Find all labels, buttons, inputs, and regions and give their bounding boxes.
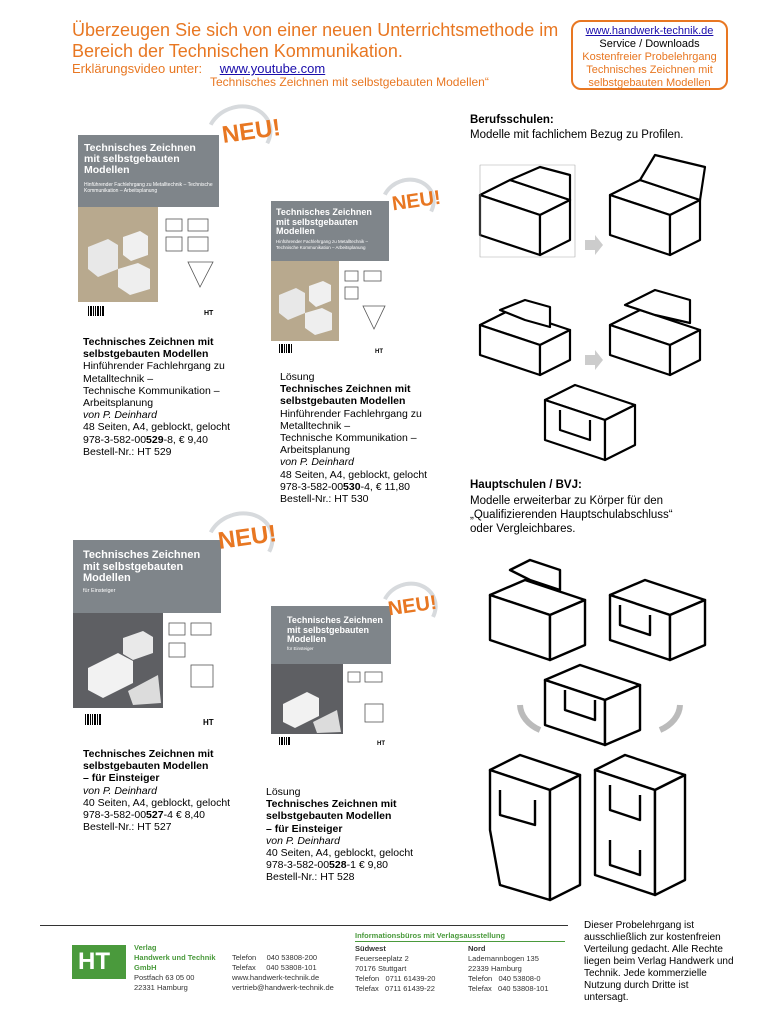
cover-barcode-strip <box>271 341 389 357</box>
cover-subtitle: für Einsteiger <box>287 646 314 651</box>
cover-subtitle: Hinführender Fachlehrgang zu Metalltechnik – Technische Kommunikation – Arbeitsplanung <box>276 239 369 250</box>
book-isbn: 978-3-582-00528-1 € 9,80 <box>266 859 389 872</box>
book-isbn: 978-3-582-00527-4 € 8,40 <box>83 809 206 822</box>
barcode-icon <box>78 302 219 320</box>
book-desc-3: Technische Kommunikation – <box>83 384 220 397</box>
block-cutout-model-icon <box>610 580 705 660</box>
cover-title: Technisches Zeichnen mit selbstgebauten Modellen <box>287 615 383 644</box>
office-suedwest: Südwest Feuerseeplatz 2 70176 Stuttgart Telefon 0711 61439-20 Telefax 0711 61439-22 <box>355 944 436 993</box>
model-photo-icon <box>78 207 158 302</box>
l-profile-model-icon <box>480 167 570 255</box>
technical-drawing-icon <box>343 664 391 734</box>
youtube-link[interactable]: www.youtube.com <box>219 61 326 76</box>
barcode-icon <box>73 708 221 732</box>
book-author: von P. Deinhard <box>83 409 157 422</box>
book-title-line-2: selbstgebauten Modellen <box>280 395 406 408</box>
book-order-number: Bestell-Nr.: HT 528 <box>266 871 355 884</box>
book-isbn: 978-3-582-00530-4, € 11,80 <box>280 480 411 493</box>
info-divider <box>355 941 565 942</box>
book-info-528 <box>266 786 446 884</box>
book-desc-1: Hinführender Fachlehrgang zu <box>83 360 225 373</box>
hauptschulen-title: Hauptschulen / BVJ: <box>470 479 582 491</box>
cover-drawing <box>339 261 389 341</box>
cover-photo <box>73 613 163 708</box>
svg-text:HT: HT <box>203 718 214 727</box>
book-title-line-1: Technisches Zeichnen mit <box>280 383 411 396</box>
footer-divider <box>40 925 568 926</box>
book-pages: 48 Seiten, A4, geblockt, gelocht <box>280 468 428 481</box>
cover-barcode-strip <box>271 734 391 746</box>
book-desc-3: Technische Kommunikation – <box>280 432 417 445</box>
technical-drawing-icon <box>158 207 219 302</box>
book-desc-4: Arbeitsplanung <box>280 444 351 457</box>
headline: Überzeugen Sie sich von einer neuen Unterrichtsmethode im Bereich der Technischen Kommunikation. <box>72 20 559 61</box>
book-pages: 48 Seiten, A4, geblockt, gelocht <box>83 421 231 434</box>
berufsschulen-text: Modelle mit fachlichem Bezug zu Profilen. <box>470 129 684 141</box>
video-label: Erklärungsvideo unter: <box>72 61 203 76</box>
cover-photo <box>271 261 339 341</box>
book-cover-530[interactable] <box>271 201 389 357</box>
technical-drawing-icon <box>339 261 389 341</box>
rotate-arrow-right-icon <box>660 705 680 730</box>
book-order-number: Bestell-Nr.: HT 527 <box>83 821 172 834</box>
center-block-model-icon <box>545 665 640 745</box>
neu-badge: NEU! <box>386 591 439 621</box>
book-cover-528[interactable] <box>271 606 391 746</box>
office-nord: Nord Lademannbogen 135 22339 Hamburg Telefon 040 53808-0 Telefax 040 53808-101 <box>468 944 549 993</box>
cover-title: Technisches Zeichnen mit selbstgebauten Modellen <box>276 207 372 236</box>
cover-title: Technisches Zeichnen mit selbstgebauten Modellen <box>83 549 201 584</box>
cover-title: Technisches Zeichnen mit selbstgebauten Modellen <box>84 142 196 176</box>
assembled-body-illustration <box>470 540 730 910</box>
book-title-line-1: Technisches Zeichnen mit <box>83 748 214 760</box>
t-profile-model-icon <box>480 300 570 375</box>
video-subtitle: Technisches Zeichnen mit selbstgebauten Modellen“ <box>210 75 489 89</box>
book-title-line-2: selbstgebauten Modellen <box>83 348 209 361</box>
l-profile-finished-icon <box>610 155 705 255</box>
book-desc-2: Metalltechnik – <box>280 419 351 432</box>
neu-badge: NEU! <box>216 520 279 555</box>
t-profile-finished-icon <box>610 290 700 375</box>
book-info-530 <box>280 371 460 505</box>
publisher-block: Verlag Handwerk und Technik GmbH Postfach 63 05 00 22331 Hamburg <box>134 943 216 992</box>
book-info-527 <box>83 748 263 833</box>
book-info-529 <box>83 336 263 458</box>
service-line-2: Kostenfreier Probelehrgang <box>582 51 717 63</box>
website-link[interactable]: www.handwerk-technik.de <box>585 25 714 37</box>
technical-drawing-icon <box>163 613 221 708</box>
barcode-icon <box>271 735 391 746</box>
cover-drawing <box>343 664 391 734</box>
neu-badge: NEU! <box>220 114 283 149</box>
book-desc-2: Metalltechnik – <box>83 372 154 385</box>
combined-body-left-icon <box>490 755 580 900</box>
combined-body-right-icon <box>595 755 685 895</box>
cover-barcode-strip <box>73 708 221 732</box>
book-desc-1: Hinführender Fachlehrgang zu <box>280 407 422 420</box>
footer-mail[interactable]: vertrieb@handwerk-technik.de <box>232 983 334 992</box>
ht-logo <box>72 945 126 979</box>
svg-text:HT: HT <box>377 741 385 746</box>
svg-text:HT: HT <box>375 349 383 355</box>
cover-photo <box>78 207 158 302</box>
book-author: von P. Deinhard <box>280 456 354 469</box>
service-line-4: selbstgebauten Modellen <box>588 77 711 89</box>
book-pages: 40 Seiten, A4, geblockt, gelocht <box>83 796 231 809</box>
book-title-line-1: Technisches Zeichnen mit <box>266 798 397 811</box>
cover-subtitle: für Einsteiger <box>83 588 116 594</box>
rotate-arrow-left-icon <box>520 705 540 730</box>
book-title-line-3: – für Einsteiger <box>83 772 160 785</box>
book-desc-4: Arbeitsplanung <box>83 397 154 410</box>
book-author: von P. Deinhard <box>83 784 157 797</box>
profile-models-illustration <box>470 145 730 465</box>
book-title-line-2: selbstgebauten Modellen <box>266 810 392 823</box>
service-box <box>571 20 728 90</box>
service-line-3: Technisches Zeichnen mit <box>586 64 713 76</box>
berufsschulen-title: Berufsschulen: <box>470 114 554 126</box>
cover-barcode-strip <box>78 302 219 320</box>
book-order-number: Bestell-Nr.: HT 529 <box>83 445 172 458</box>
cover-photo <box>271 664 343 734</box>
book-pages: 40 Seiten, A4, geblockt, gelocht <box>266 847 414 860</box>
book-title-line-1: Technisches Zeichnen mit <box>83 336 214 348</box>
model-photo-icon <box>73 613 163 708</box>
video-line <box>72 61 325 76</box>
book-prefix: Lösung <box>266 786 301 798</box>
svg-text:HT: HT <box>204 310 214 317</box>
book-title-line-2: selbstgebauten Modellen <box>83 760 209 773</box>
book-author: von P. Deinhard <box>266 834 340 847</box>
model-photo-icon <box>271 261 339 341</box>
neu-badge: NEU! <box>390 186 443 216</box>
hauptschulen-text: Modelle erweiterbar zu Körper für den „Qualifizierenden Hauptschulabschluss“ oder Vergleichbares. <box>470 495 673 535</box>
barcode-icon <box>271 341 389 357</box>
contact-block: Telefon 040 53808-200 Telefax 040 53808-101 www.handwerk-technik.de vertrieb@handwerk-technik.de <box>232 953 334 992</box>
cover-subtitle: Hinführender Fachlehrgang zu Metalltechnik – Technische Kommunikation – Arbeitsplanung <box>84 182 213 194</box>
block-model-icon <box>490 560 585 660</box>
book-cover-527[interactable] <box>73 540 221 732</box>
book-cover-529[interactable] <box>78 135 219 320</box>
book-isbn: 978-3-582-00529-8, € 9,40 <box>83 433 208 446</box>
book-order-number: Bestell-Nr.: HT 530 <box>280 493 369 506</box>
cover-drawing <box>163 613 221 708</box>
service-line-1: Service / Downloads <box>599 38 700 50</box>
cover-drawing <box>158 207 219 302</box>
ht-logo-text: HT <box>78 948 110 975</box>
u-profile-model-icon <box>545 385 635 460</box>
footer-web[interactable]: www.handwerk-technik.de <box>232 973 320 982</box>
book-title-line-3: – für Einsteiger <box>266 822 343 835</box>
disclaimer: Dieser Probelehrgang ist ausschließlich zur kostenfreien Verteilung gedacht. Alle Rechte liegen beim Verlag Handwerk und Technik. Jede kommerzielle Nutzung durch Dritte ist untersagt. <box>584 920 734 1003</box>
model-photo-icon <box>271 664 343 734</box>
book-prefix: Lösung <box>280 371 315 383</box>
info-title: Informationsbüros mit Verlagsausstellung <box>355 931 506 940</box>
